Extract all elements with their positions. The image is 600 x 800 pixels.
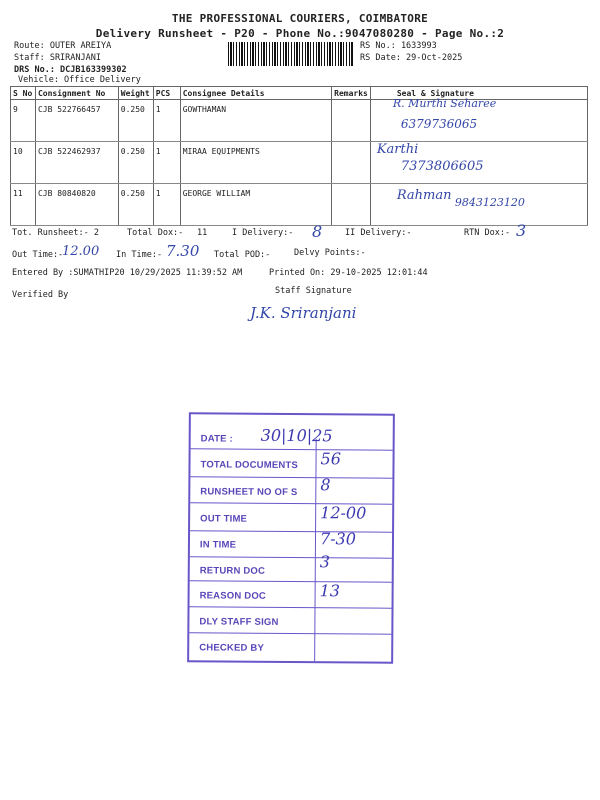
out-time: 12.00 (62, 244, 100, 259)
row-signature (370, 184, 587, 226)
total-pod-label: Total POD:- (214, 250, 271, 260)
col-consignee: Consignee Details (180, 87, 331, 100)
total-dox-label: Total Dox:- (127, 228, 184, 238)
barcode (228, 42, 354, 66)
row-signature (370, 142, 587, 184)
in-time: 7.30 (166, 242, 200, 260)
stamp-rule (190, 580, 392, 582)
stamp-label: REASON DOC (199, 590, 267, 602)
stamp-value: 8 (320, 475, 331, 495)
stamp-value: 12-00 (320, 503, 367, 523)
col-remarks: Remarks (332, 87, 371, 100)
signature-name: R. Murthi Seharee (392, 97, 497, 110)
row-remarks (332, 100, 371, 142)
rtn-dox: 3 (516, 221, 527, 240)
table-row (11, 100, 588, 142)
row-remarks (332, 184, 371, 226)
vehicle: Vehicle: Office Delivery (18, 75, 141, 85)
row-weight: 0.250 (118, 184, 153, 226)
staff-signature-label: Staff Signature (275, 286, 352, 296)
row-consignment: CJB 522766457 (35, 100, 118, 142)
i-delivery: 8 (312, 222, 323, 241)
company-title: THE PROFESSIONAL COURIERS, COIMBATORE (171, 12, 429, 25)
staff: Staff: SRIRANJANI (14, 53, 101, 63)
row-weight: 0.250 (118, 100, 153, 142)
stamp-value: 30|10|25 (260, 425, 333, 446)
stamp-label: DATE : (200, 433, 233, 445)
row-consignee: GEORGE WILLIAM (180, 184, 331, 226)
printed-on: Printed On: 29-10-2025 12:01:44 (269, 268, 428, 278)
signature-name: Karthi (376, 142, 419, 157)
verified-by: Verified By (12, 290, 69, 300)
stamp-label: IN TIME (199, 539, 237, 551)
row-sno: 11 (11, 184, 36, 226)
row-consignee: MIRAA EQUIPMENTS (180, 142, 331, 184)
stamp-label: TOTAL DOCUMENTS (200, 459, 299, 472)
runsheet-table (10, 86, 588, 226)
stamp-value: 56 (320, 449, 341, 469)
row-pcs: 1 (153, 142, 180, 184)
row-sno: 10 (11, 142, 36, 184)
rs-date: RS Date: 29-Oct-2025 (360, 53, 463, 63)
col-sno: S No (11, 87, 36, 100)
col-weight: Weight (118, 87, 153, 100)
signature-phone: 7373806605 (400, 159, 484, 174)
row-consignment: CJB 522462937 (35, 142, 118, 184)
runsheet-subtitle: Delivery Runsheet - P20 - Phone No.:9047080280 - Page No.:2 (95, 27, 505, 40)
signature-phone: 6379736065 (400, 117, 478, 131)
row-remarks (332, 142, 371, 184)
row-consignee: GOWTHAMAN (180, 100, 331, 142)
stamp-label: RUNSHEET NO OF S (200, 486, 298, 499)
office-stamp (187, 412, 395, 663)
staff-signature: J.K. Sriranjani (250, 304, 357, 322)
table-row (11, 142, 588, 184)
stamp-rule (190, 556, 392, 558)
row-weight: 0.250 (118, 142, 153, 184)
stamp-rule (190, 606, 392, 608)
col-consignment: Consignment No (35, 87, 118, 100)
stamp-label: DLY STAFF SIGN (199, 616, 279, 628)
tot-runsheet: Tot. Runsheet:- 2 (12, 228, 99, 238)
rtn-dox-label: RTN Dox:- (464, 228, 511, 238)
out-time-label: Out Time:- (12, 250, 64, 260)
total-dox: 11 (197, 228, 208, 238)
table-row (11, 184, 588, 226)
stamp-value: 7-30 (319, 529, 357, 549)
col-pcs: PCS (153, 87, 180, 100)
rs-no: RS No.: 1633993 (360, 41, 437, 51)
signature-name: Rahman (396, 188, 452, 203)
row-pcs: 1 (153, 184, 180, 226)
stamp-rule (191, 448, 393, 450)
stamp-divider (314, 439, 317, 661)
row-consignment: CJB 80840820 (35, 184, 118, 226)
row-pcs: 1 (153, 100, 180, 142)
row-sno: 9 (11, 100, 36, 142)
entered-by: Entered By :SUMATHIP20 10/29/2025 11:39:52 AM (12, 268, 243, 278)
stamp-label: RETURN DOC (199, 565, 266, 577)
in-time-label: In Time:- (116, 250, 163, 260)
stamp-label: OUT TIME (200, 513, 248, 525)
stamp-label: CHECKED BY (199, 642, 265, 654)
ii-delivery-label: II Delivery:- (345, 228, 412, 238)
col-signature: Seal & Signature (370, 87, 587, 100)
stamp-value: 3 (319, 552, 331, 572)
stamp-value: 13 (319, 581, 341, 601)
signature-phone: 9843123120 (454, 196, 525, 209)
drs-no: DRS No.: DCJB163399302 (14, 65, 127, 75)
i-delivery-label: I Delivery:- (232, 228, 294, 238)
route: Route: OUTER AREIYA (14, 41, 112, 51)
row-signature (370, 97, 587, 142)
delvy-points-label: Delvy Points:- (294, 248, 366, 258)
stamp-rule (190, 530, 392, 532)
table-header-row (11, 87, 588, 100)
stamp-rule (189, 632, 391, 634)
stamp-rule (190, 476, 392, 478)
